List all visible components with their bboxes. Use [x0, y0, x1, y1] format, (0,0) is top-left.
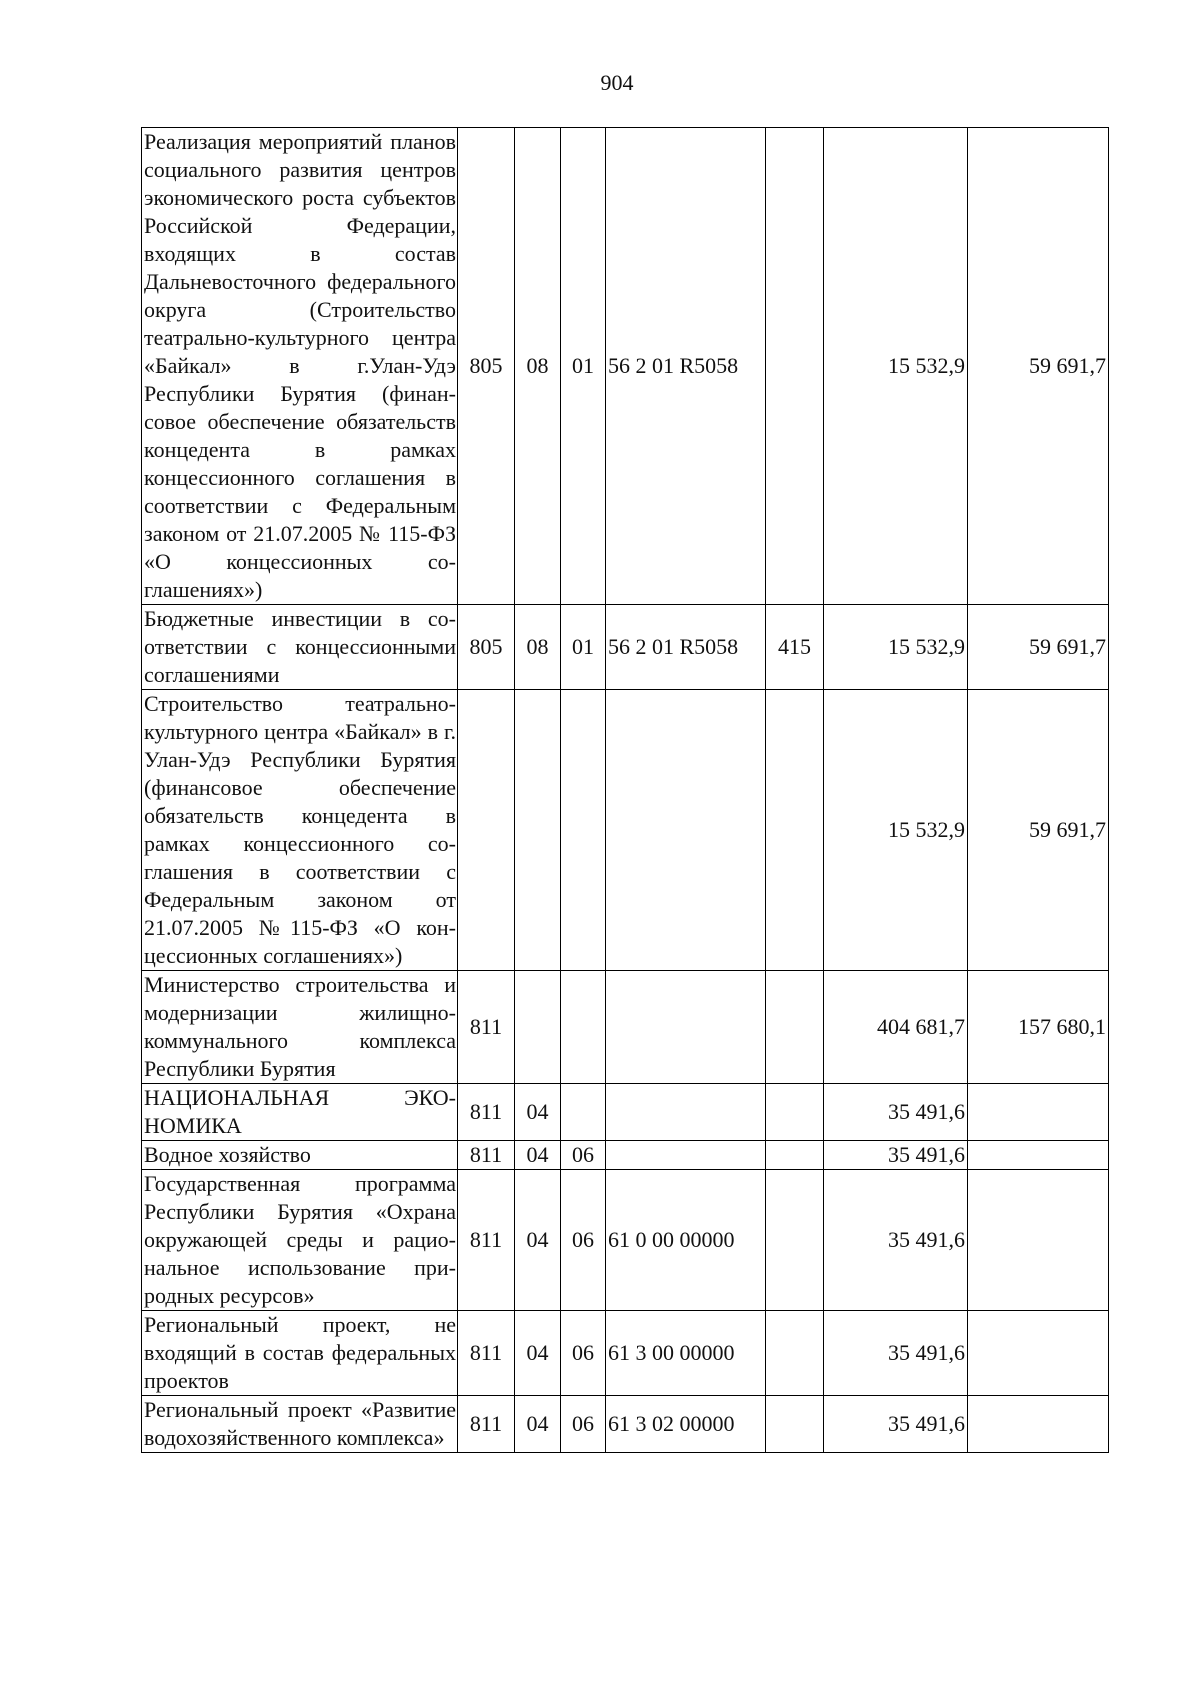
amount-2	[968, 1396, 1109, 1453]
csr-code: 61 3 02 00000	[606, 1396, 766, 1453]
rz-code	[515, 971, 561, 1084]
gr-code: 811	[458, 1141, 515, 1170]
table-row	[142, 690, 1109, 971]
row-name: НАЦИОНАЛЬНАЯ ЭКОНОМИКА	[142, 1084, 458, 1141]
table-row	[142, 971, 1109, 1084]
gr-code: 811	[458, 971, 515, 1084]
amount-1: 15 532,9	[824, 690, 968, 971]
table-row	[142, 1311, 1109, 1396]
table-row	[142, 605, 1109, 690]
table-row	[142, 128, 1109, 605]
amount-2	[968, 1084, 1109, 1141]
csr-code	[606, 690, 766, 971]
amount-1: 35 491,6	[824, 1170, 968, 1311]
pr-code: 01	[561, 128, 606, 605]
amount-1: 35 491,6	[824, 1396, 968, 1453]
table-row	[142, 1170, 1109, 1311]
amount-2: 59 691,7	[968, 690, 1109, 971]
amount-2: 59 691,7	[968, 128, 1109, 605]
pr-code: 06	[561, 1141, 606, 1170]
csr-code: 56 2 01 R5058	[606, 128, 766, 605]
table-row	[142, 1084, 1109, 1141]
row-name: Реализация мероприятий планов социального развития центров экономического роста субъектов Российской Федерации, входящих в состав Дальневосточного федерального округа (Строительство театрально-культурного центра «Байкал» в г.Улан-Удэ Республики Бурятия (финансовое обеспечение обязательств концедента в рамках концессионного соглашения в соответствии с Федеральным законом от 21.07.2005 № 115-ФЗ «О концессионных соглашениях»)	[142, 128, 458, 605]
vr-code: 415	[766, 605, 824, 690]
csr-code	[606, 1084, 766, 1141]
amount-1: 35 491,6	[824, 1311, 968, 1396]
rz-code: 04	[515, 1141, 561, 1170]
amount-2: 59 691,7	[968, 605, 1109, 690]
pr-code: 06	[561, 1311, 606, 1396]
vr-code	[766, 1141, 824, 1170]
gr-code: 811	[458, 1084, 515, 1141]
amount-1: 404 681,7	[824, 971, 968, 1084]
vr-code	[766, 128, 824, 605]
csr-code: 61 3 00 00000	[606, 1311, 766, 1396]
amount-2	[968, 1170, 1109, 1311]
amount-1: 15 532,9	[824, 128, 968, 605]
vr-code	[766, 1084, 824, 1141]
pr-code	[561, 1084, 606, 1141]
rz-code: 04	[515, 1170, 561, 1311]
gr-code: 805	[458, 128, 515, 605]
budget-table	[141, 127, 1109, 1453]
vr-code	[766, 971, 824, 1084]
rz-code: 08	[515, 128, 561, 605]
gr-code: 811	[458, 1396, 515, 1453]
csr-code: 56 2 01 R5058	[606, 605, 766, 690]
rz-code: 04	[515, 1311, 561, 1396]
csr-code	[606, 1141, 766, 1170]
amount-1: 15 532,9	[824, 605, 968, 690]
vr-code	[766, 1396, 824, 1453]
row-name: Региональный проект, не входящий в состав федеральных проектов	[142, 1311, 458, 1396]
page-number: 904	[600, 70, 634, 95]
pr-code: 06	[561, 1170, 606, 1311]
gr-code: 811	[458, 1170, 515, 1311]
table-row	[142, 1141, 1109, 1170]
row-name: Бюджетные инвестиции в соответствии с концессионными соглашениями	[142, 605, 458, 690]
pr-code: 06	[561, 1396, 606, 1453]
rz-code: 08	[515, 605, 561, 690]
amount-1: 35 491,6	[824, 1084, 968, 1141]
amount-2	[968, 1311, 1109, 1396]
row-name: Водное хозяйство	[142, 1141, 458, 1170]
gr-code: 805	[458, 605, 515, 690]
row-name: Министерство строительства и модернизации жилищно-коммунального комплекса Республики Бурятия	[142, 971, 458, 1084]
row-name: Государственная программа Республики Бурятия «Охрана окружающей среды и рациональное использование природных ресурсов»	[142, 1170, 458, 1311]
vr-code	[766, 1311, 824, 1396]
vr-code	[766, 690, 824, 971]
vr-code	[766, 1170, 824, 1311]
gr-code	[458, 690, 515, 971]
amount-1: 35 491,6	[824, 1141, 968, 1170]
pr-code: 01	[561, 605, 606, 690]
rz-code: 04	[515, 1084, 561, 1141]
rz-code: 04	[515, 1396, 561, 1453]
pr-code	[561, 690, 606, 971]
csr-code: 61 0 00 00000	[606, 1170, 766, 1311]
table-row	[142, 1396, 1109, 1453]
row-name: Региональный проект «Развитие водохозяйственного комплекса»	[142, 1396, 458, 1453]
amount-2	[968, 1141, 1109, 1170]
gr-code: 811	[458, 1311, 515, 1396]
amount-2: 157 680,1	[968, 971, 1109, 1084]
rz-code	[515, 690, 561, 971]
row-name: Строительство театрально-культурного центра «Байкал» в г. Улан-Удэ Республики Бурятия (финансовое обеспечение обязательств концедента в рамках концессионного соглашения в соответствии с Федеральным законом от 21.07.2005 №115-ФЗ «О концессионных соглашениях»)	[142, 690, 458, 971]
csr-code	[606, 971, 766, 1084]
pr-code	[561, 971, 606, 1084]
